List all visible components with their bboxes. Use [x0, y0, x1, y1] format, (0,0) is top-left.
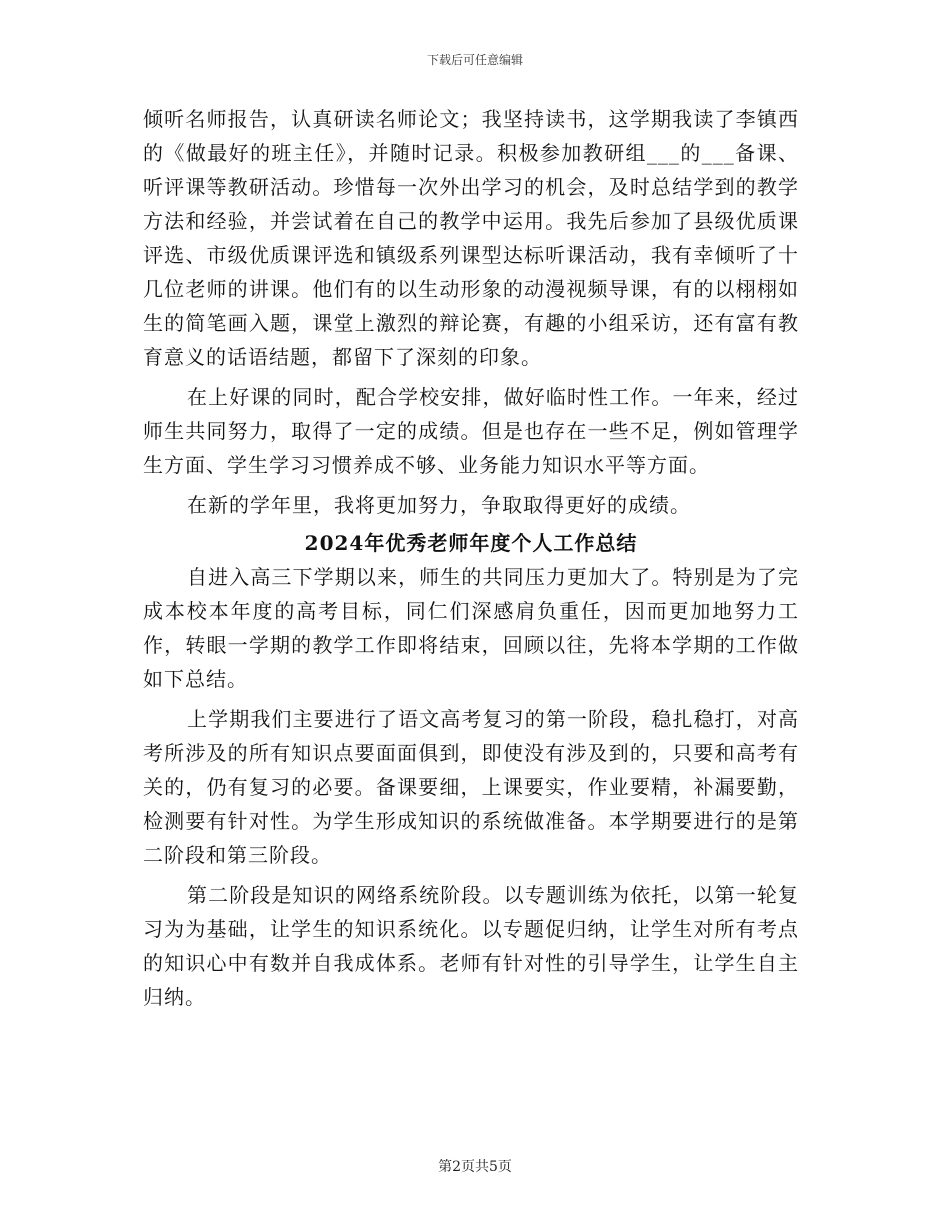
paragraph: 上学期我们主要进行了语文高考复习的第一阶段，稳扎稳打，对高考所涉及的所有知识点要面面俱到，即使没有涉及到的，只要和高考有关的，仍有复习的必要。备课要细，上课要实，作业要精，补漏要勤，检测要有针对性。为学生形成知识的系统做准备。本学期要进行的是第二阶段和第三阶段。 [143, 707, 799, 867]
paragraph: 第二阶段是知识的网络系统阶段。以专题训练为依托，以第一轮复习为为基础，让学生的知识系统化。以专题促归纳，让学生对所有考点的知识心中有数并自我成体系。老师有针对性的引导学生，让学生自主归纳。 [143, 883, 799, 1009]
paragraph: 自进入高三下学期以来，师生的共同压力更加大了。特别是为了完成本校本年度的高考目标，同仁们深感肩负重任，因而更加地努力工作，转眼一学期的教学工作即将结束，回顾以往，先将本学期的工作做如下总结。 [143, 565, 799, 691]
page-number: 第2页共5页 [438, 1159, 512, 1175]
document-body [143, 102, 799, 1014]
paragraph-continued: 倾听名师报告，认真研读名师论文；我坚持读书，这学期我读了李镇西的《做最好的班主任》，并随时记录。积极参加教研组___的___备课、听评课等教研活动。珍惜每一次外出学习的机会，及时总结学到的教学方法和经验，并尝试着在自己的教学中运用。我先后参加了县级优质课评选、市级优质课评选和镇级系列课型达标听课活动，我有幸倾听了十几位老师的讲课。他们有的以生动形象的动漫视频导课，有的以栩栩如生的简笔画入题，课堂上激烈的辩论赛，有趣的小组采访，还有富有教育意义的话语结题，都留下了深刻的印象。 [143, 107, 799, 369]
paragraph: 在新的学年里，我将更加努力，争取取得更好的成绩。 [187, 493, 691, 517]
section-title: 2024年优秀老师年度个人工作总结 [304, 531, 638, 555]
page-header: 下载后可任意编辑 [426, 53, 523, 67]
paragraph: 在上好课的同时，配合学校安排，做好临时性工作。一年来，经过师生共同努力，取得了一定的成绩。但是也存在一些不足，例如管理学生方面、学生学习习惯养成不够、业务能力知识水平等方面。 [143, 385, 799, 477]
